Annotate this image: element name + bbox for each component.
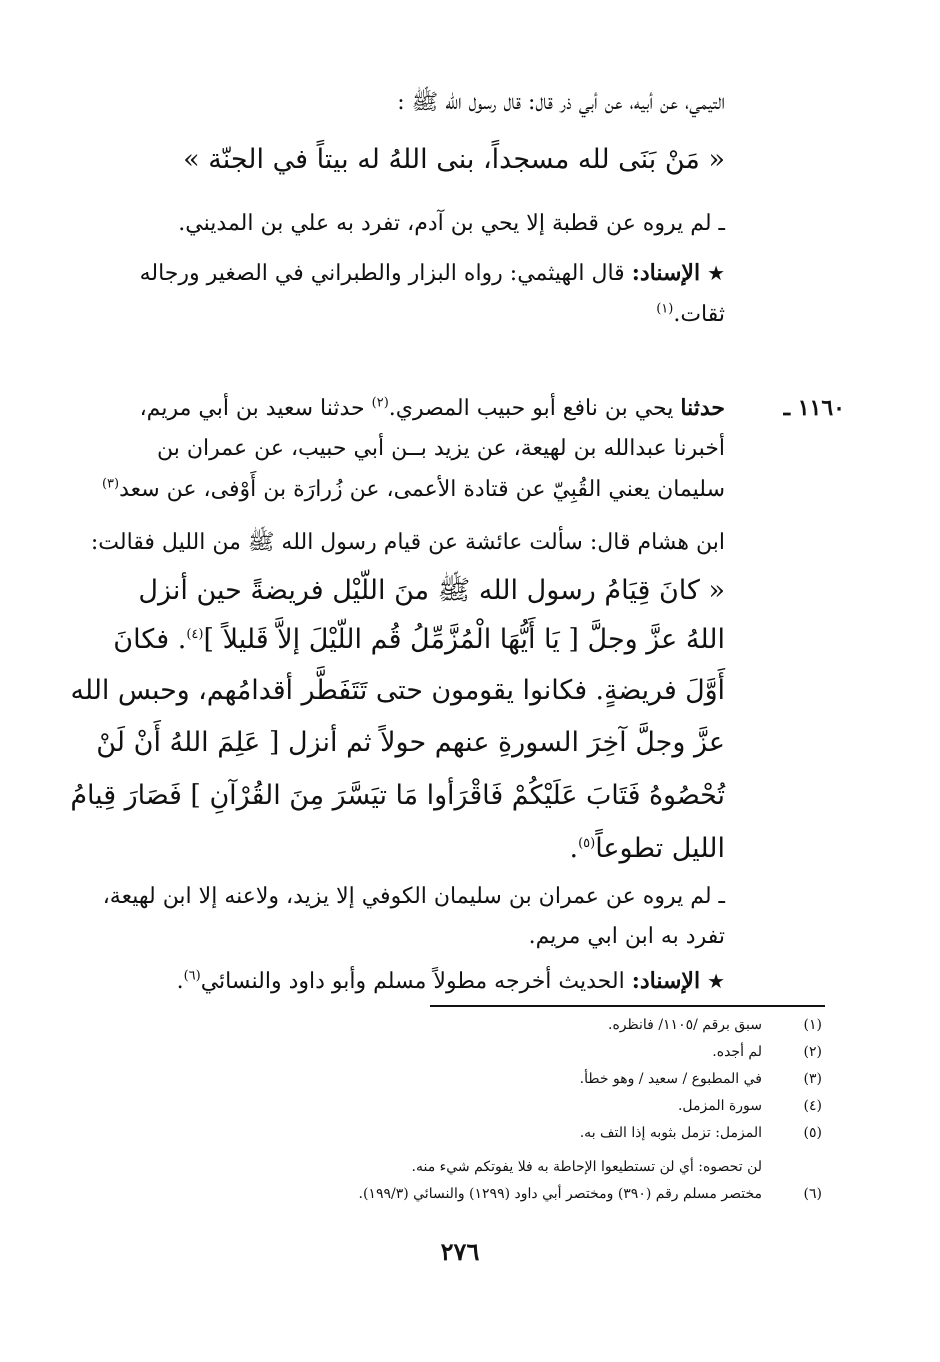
isnad-line <box>140 258 725 289</box>
isnad-line-cont <box>656 300 725 330</box>
footnote-divider <box>430 1005 825 1007</box>
isnad-text: ثقات. <box>673 302 725 327</box>
footnote-number: (٣) <box>803 1071 822 1087</box>
sanad-text: يحي بن نافع أبو حبيب المصري. <box>388 396 674 421</box>
matn-text: اللهُ عزَّ وجلَّ [ يَا أَيُّهَا الْمُزَّمِّلُ قُم اللّيْلَ إلاَّ قَليلاً ] <box>203 624 725 655</box>
footnote-text: مختصر مسلم رقم (٣٩٠) ومختصر أبي داود (١٢٩٩) والنسائي (١٩٩/٣). <box>358 1186 762 1202</box>
isnad-keyword: الإسناد: <box>631 260 701 286</box>
matn-text: . <box>569 833 579 864</box>
sanad-line: ابن هشام قال: سألت عائشة عن قيام رسول الله ﷺ من الليل فقالت: <box>90 530 725 555</box>
footnote-text: سبق برقم /١١٠٥/ فانظره. <box>608 1017 762 1033</box>
footnote-text: لن تحصوه: أي لن تستطيعوا الإحاطة به فلا يفوتكم شيء منه. <box>411 1159 762 1175</box>
footnote-ref: (١) <box>656 301 674 317</box>
isnad-line <box>177 966 725 997</box>
footnote-text: لم أجده. <box>712 1044 762 1060</box>
isnad-keyword: الإسناد: <box>631 968 701 994</box>
matn-line: تُحْصُوهُ فَتَابَ عَلَيْكُمْ فَاقْرَأوا مَا تيَسَّرَ مِنَ القُرْآنِ ] فَصَارَ قِيامُ <box>70 780 725 811</box>
matn-line: أَوَّلَ فريضةٍ. فكانوا يقومون حتى تَتَفَطَّر أقدامُهم، وحبس الله <box>70 675 725 706</box>
matn-line: عزَّ وجلَّ آخِرَ السورةِ عنهم حولاً ثم أنزل [ عَلِمَ اللهُ أَنْ لَنْ <box>96 727 725 758</box>
text-line: التيمي، عن أبيه، عن أبي ذر قال: قال رسول الله ﷺ : <box>397 90 725 115</box>
footnote-number: (٥) <box>803 1125 822 1141</box>
footnote-text: في المطبوع / سعيد / وهو خطأ. <box>579 1071 762 1087</box>
footnote-ref: (٥) <box>578 836 596 851</box>
matn-text: . فكانَ <box>113 624 187 655</box>
footnote-number: (٦) <box>803 1186 822 1202</box>
sanad-text: حدثنا سعيد بن أبي مريم، <box>139 396 365 421</box>
star-icon: ★ <box>707 261 725 285</box>
sanad-keyword: حدثنا <box>680 395 725 421</box>
matn-line <box>569 830 725 868</box>
footnote-ref: (٣) <box>101 476 120 492</box>
footnote-text: المزمل: تزمل بثوبه إذا التف به. <box>579 1125 762 1141</box>
footnote-text: سورة المزمل. <box>677 1098 762 1114</box>
sanad-line: أخبرنا عبدالله بن لهيعة، عن يزيد بــن أبي حبيب، عن عمران بن <box>156 436 725 461</box>
footnote-number: (٢) <box>803 1044 822 1060</box>
sanad-line <box>102 475 725 505</box>
matn-line: « مَنْ بَنَى لله مسجداً، بنى اللهُ له بيتاً في الجنّة » <box>183 144 725 175</box>
star-icon: ★ <box>707 969 725 993</box>
footnote-number: (١) <box>803 1017 822 1033</box>
sanad-line <box>140 393 725 424</box>
matn-line <box>113 621 725 659</box>
comment-line: تفرد به ابن ابي مريم. <box>528 924 725 949</box>
isnad-text: . <box>176 969 184 994</box>
page-number: ٢٧٦ <box>440 1237 480 1266</box>
matn-text: الليل تطوعاً <box>595 833 725 864</box>
footnote-number: (٤) <box>803 1098 822 1114</box>
matn-line: « كانَ قِيَامُ رسول الله ﷺ منَ اللّيْل فريضةً حين أنزل <box>138 575 725 606</box>
isnad-text: قال الهيثمي: رواه البزار والطبراني في الصغير ورجاله <box>139 261 625 286</box>
sanad-text: سليمان يعني القُبِيّ عن قتادة الأعمى، عن زُرارَة بن أَوْفى، عن سعد <box>119 477 725 502</box>
hadith-number: ١١٦٠ ـ <box>783 395 845 421</box>
comment-line: ـ لم يروه عن عمران بن سليمان الكوفي إلا يزيد، ولاعنه إلا ابن لهيعة، <box>102 884 725 909</box>
footnote-ref: (٦) <box>183 968 201 984</box>
footnote-ref: (٤) <box>186 627 204 642</box>
footnote-ref: (٢) <box>371 395 389 411</box>
isnad-text: الحديث أخرجه مطولاً مسلم وأبو داود والنسائي <box>200 969 625 994</box>
comment-line: ـ لم يروه عن قطبة إلا يحي بن آدم، تفرد به علي بن المديني. <box>178 211 725 236</box>
